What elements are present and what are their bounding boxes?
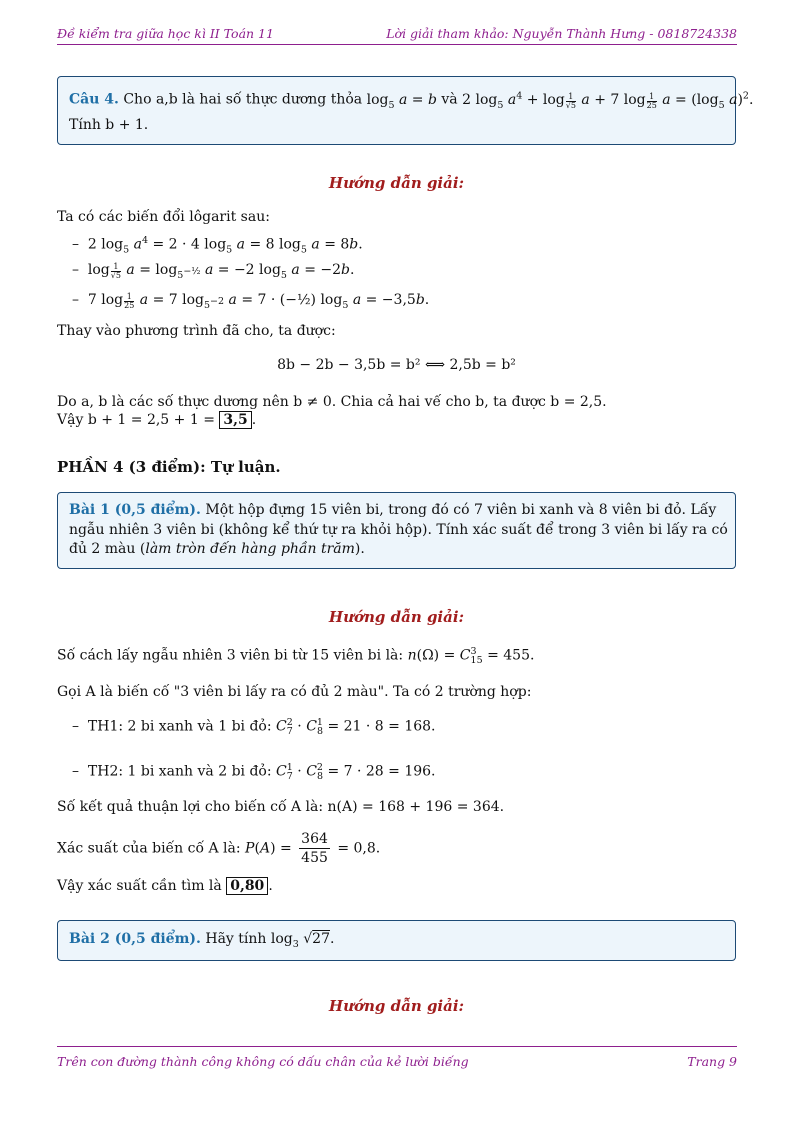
main-equation: 8b − 2b − 3,5b = b² ⟺ 2,5b = b²	[277, 357, 516, 373]
solution-heading-3: Hướng dẫn giải:	[328, 997, 465, 1015]
page-header	[57, 26, 737, 45]
question-4-box: Câu 4. Cho a,b là hai số thực dương thỏa $\log_5 a = b$ và 2 $\log_5 a^4 + \log$ $\frac{1}{√5}$ a + 7 log $\frac{1}{25}$ $a = (\log_5$ a)$^2$. Tính b + 1.	[57, 76, 736, 145]
favorable-outcomes: Số kết quả thuận lợi cho biến cố A là: n(A) = 168 + 196 = 364.	[57, 799, 505, 815]
case-2: – TH2: 1 bi xanh và 2 bi đỏ: $C^1_7 \cdot C^2_8 = 7 \cdot 28 = 196$.	[72, 762, 436, 783]
event-definition: Gọi A là biến cố "3 viên bi lấy ra có đủ 2 màu". Ta có 2 trường hợp:	[57, 684, 532, 700]
answer-box-2: 0,80	[226, 877, 268, 895]
conclusion-text: Do a, b là các số thực dương nên b ≠ 0. Chia cả hai vế cho b, ta được b = 2,5.	[57, 394, 607, 410]
exercise-2-box: Bài 2 (0,5 điểm). Hãy tính $\log_3 √27$.	[57, 920, 736, 961]
exercise-1-label: Bài 1 (0,5 điểm).	[69, 502, 201, 518]
final-answer-line: Vậy b + 1 = 2,5 + 1 = 3,5 .	[57, 412, 257, 428]
solution-heading-2: Hướng dẫn giải:	[328, 608, 465, 626]
solution-intro: Ta có các biến đổi lôgarit sau:	[57, 209, 270, 225]
page-footer	[57, 1046, 737, 1071]
sample-space-line: Số cách lấy ngẫu nhiên 3 viên bi từ 15 viên bi là: $n(\Omega) = C^3_{15} = 455$.	[57, 646, 535, 667]
header-right: Lời giải tham khảo: Nguyễn Thành Hưng - 0818724338	[386, 26, 737, 41]
header-left: Đề kiểm tra giữa học kì II Toán 11	[57, 26, 274, 41]
question-4-text: Cho a,b là hai số thực dương thỏa	[123, 91, 363, 108]
case-1: – TH1: 2 bi xanh và 1 bi đỏ: $C^2_7 \cdot C^1_8 = 21 \cdot 8 = 168$.	[72, 717, 436, 738]
final-answer-line-2: Vậy xác suất cần tìm là 0,80 .	[57, 878, 273, 894]
probability-line: Xác suất của biến cố A là: P(A) = $\frac{364}{455}$ = 0,8.	[57, 831, 381, 866]
footer-left: Trên con đường thành công không có dấu chân của kẻ lười biếng	[57, 1054, 469, 1069]
answer-box: 3,5	[219, 411, 251, 429]
question-4-line2: Tính b + 1.	[69, 117, 149, 134]
page-number: Trang 9	[687, 1054, 737, 1069]
question-4-label: Câu 4.	[69, 91, 119, 108]
exercise-2-label: Bài 2 (0,5 điểm).	[69, 931, 201, 947]
step-3: – 7 log $\frac{1}{25}$ a = 7 $\log_{5^{-2}} a = 7$ · (−½) $\log_5 a = -3,5b$.	[72, 292, 430, 311]
section-title: PHẦN 4 (3 điểm): Tự luận.	[57, 458, 281, 476]
question-4-equation: 2 $\log_5 a^4 + \log$ $\frac{1}{√5}$ a + 7 log $\frac{1}{25}$ $a = (\log_5$ a)$^2$.	[462, 90, 754, 111]
question-4-condition: $\log_5 a = b$	[366, 91, 437, 111]
substitution-text: Thay vào phương trình đã cho, ta được:	[57, 323, 336, 339]
step-1: – 2 $\log_5 a^4 = 2 \cdot 4$ $\log_5 a = 8$ $\log_5 a = 8b$.	[72, 235, 363, 256]
exercise-1-box: Bài 1 (0,5 điểm). Một hộp đựng 15 viên bi, trong đó có 7 viên bi xanh và 8 viên bi đỏ. Lấy ngẫu nhiên 3 viên bi (không kể thứ tự ra khỏi hộp). Tính xác suất để trong 3 viên bi lấy ra có đủ 2 màu (làm tròn đến hàng phần trăm).	[57, 492, 736, 569]
step-2: – log $\frac{1}{√5}$ $a = \log_{5^{-\frac{1}{2}}} a = -2$ $\log_5 a = -2b$.	[72, 262, 355, 281]
solution-heading: Hướng dẫn giải:	[328, 174, 465, 192]
